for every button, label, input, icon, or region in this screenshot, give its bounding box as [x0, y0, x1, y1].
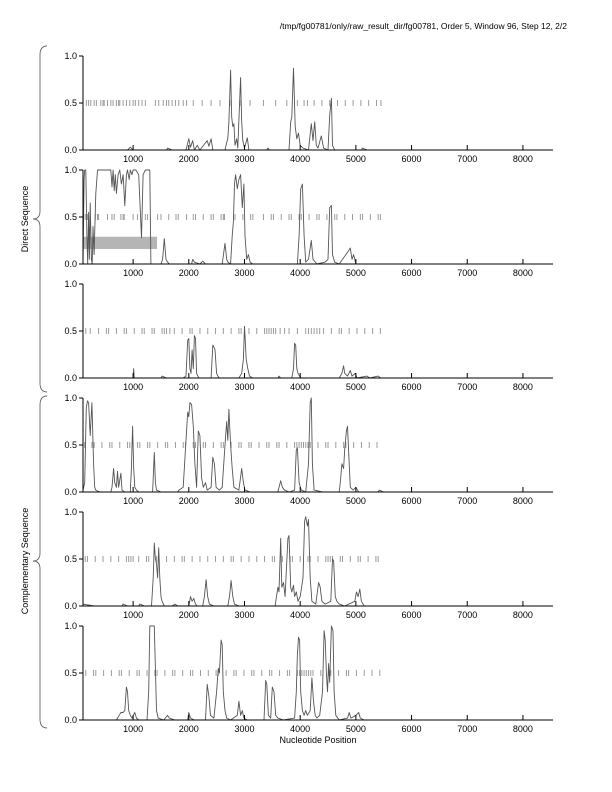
y-tick-label: 1.0: [64, 165, 77, 175]
x-tick-label: 8000: [512, 268, 533, 278]
probability-curve-complementary-frame-3: [83, 626, 553, 720]
y-tick-label: 0.0: [64, 373, 77, 383]
probability-curve-direct-frame-2: [83, 170, 553, 264]
x-tick-label: 1000: [123, 496, 144, 506]
x-tick-label: 2000: [178, 382, 199, 392]
x-tick-label: 8000: [512, 382, 533, 392]
direct-sequence-label: Direct Sequence: [20, 185, 30, 253]
x-tick-label: 3000: [234, 496, 255, 506]
x-tick-label: 6000: [401, 382, 422, 392]
x-tick-label: 6000: [401, 724, 422, 734]
x-tick-label: 5000: [345, 268, 366, 278]
x-tick-label: 7000: [457, 154, 478, 164]
y-tick-label: 0.5: [64, 212, 77, 222]
y-tick-label: 0.5: [64, 554, 77, 564]
probability-curve-direct-frame-3: [83, 326, 553, 378]
x-tick-label: 3000: [234, 610, 255, 620]
y-tick-label: 0.5: [64, 98, 77, 108]
x-tick-label: 4000: [290, 382, 311, 392]
x-tick-label: 8000: [512, 154, 533, 164]
x-tick-label: 6000: [401, 610, 422, 620]
y-tick-label: 1.0: [64, 621, 77, 631]
x-tick-label: 2000: [178, 610, 199, 620]
x-tick-label: 1000: [123, 154, 144, 164]
plot-title: /tmp/fg00781/only/raw_result_dir/fg00781, Order 5, Window 96, Step 12, 2/2: [279, 21, 567, 31]
x-tick-label: 8000: [512, 610, 533, 620]
x-tick-label: 8000: [512, 496, 533, 506]
x-tick-label: 1000: [123, 610, 144, 620]
x-tick-label: 1000: [123, 724, 144, 734]
y-tick-label: 0.0: [64, 259, 77, 269]
x-tick-label: 5000: [345, 154, 366, 164]
x-tick-label: 2000: [178, 268, 199, 278]
x-tick-label: 2000: [178, 496, 199, 506]
x-tick-label: 3000: [234, 154, 255, 164]
x-tick-label: 5000: [345, 496, 366, 506]
x-tick-label: 5000: [345, 610, 366, 620]
x-tick-label: 7000: [457, 496, 478, 506]
y-tick-label: 0.0: [64, 487, 77, 497]
x-tick-label: 4000: [290, 610, 311, 620]
x-tick-label: 3000: [234, 382, 255, 392]
x-tick-label: 5000: [345, 382, 366, 392]
x-tick-label: 1000: [123, 382, 144, 392]
y-tick-label: 1.0: [64, 393, 77, 403]
x-tick-label: 4000: [290, 154, 311, 164]
y-tick-label: 1.0: [64, 51, 77, 61]
x-tick-label: 4000: [290, 496, 311, 506]
x-tick-label: 3000: [234, 268, 255, 278]
y-tick-label: 0.0: [64, 715, 77, 725]
probability-curve-direct-frame-1: [83, 68, 553, 150]
x-tick-label: 6000: [401, 496, 422, 506]
x-tick-label: 5000: [345, 724, 366, 734]
x-tick-label: 2000: [178, 154, 199, 164]
x-tick-label: 7000: [457, 268, 478, 278]
x-tick-label: 3000: [234, 724, 255, 734]
complementary-sequence-label: Complementary Sequence: [20, 507, 30, 615]
x-tick-label: 2000: [178, 724, 199, 734]
x-axis-title: Nucleotide Position: [279, 735, 357, 745]
y-tick-label: 0.0: [64, 145, 77, 155]
x-tick-label: 7000: [457, 724, 478, 734]
x-tick-label: 4000: [290, 268, 311, 278]
x-tick-label: 7000: [457, 610, 478, 620]
y-tick-label: 0.5: [64, 326, 77, 336]
y-tick-label: 1.0: [64, 507, 77, 517]
x-tick-label: 6000: [401, 154, 422, 164]
y-tick-label: 1.0: [64, 279, 77, 289]
x-tick-label: 7000: [457, 382, 478, 392]
y-tick-label: 0.0: [64, 601, 77, 611]
x-tick-label: 1000: [123, 268, 144, 278]
y-tick-label: 0.5: [64, 440, 77, 450]
x-tick-label: 4000: [290, 724, 311, 734]
x-tick-label: 6000: [401, 268, 422, 278]
x-tick-label: 8000: [512, 724, 533, 734]
y-tick-label: 0.5: [64, 668, 77, 678]
